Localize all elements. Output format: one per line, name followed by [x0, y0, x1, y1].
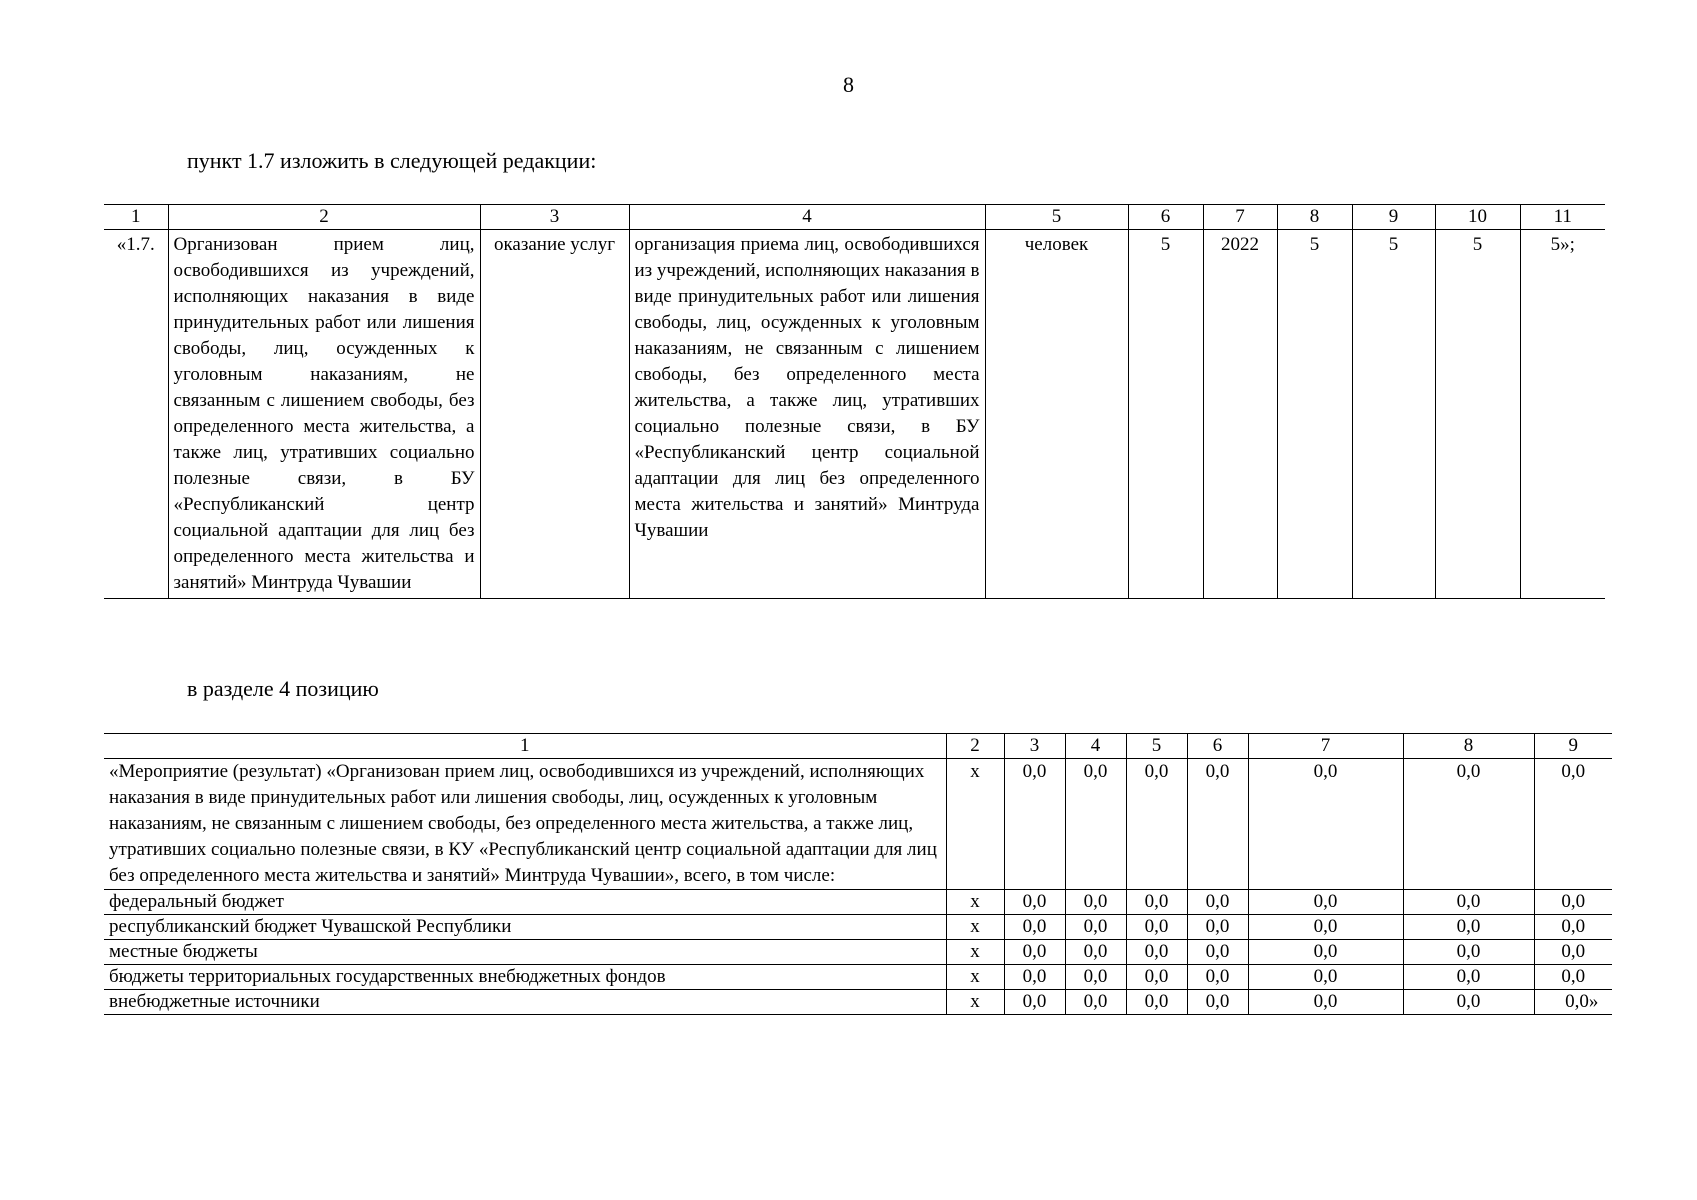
table-row [104, 915, 1612, 940]
cell-value: 0,0 [1187, 965, 1248, 990]
cell-value: 0,0 [1187, 759, 1248, 890]
column-header: 4 [1065, 734, 1126, 759]
cell-value: 0,0 [1004, 890, 1065, 915]
cell-value: 5 [1277, 230, 1352, 599]
cell-value: 0,0 [1004, 915, 1065, 940]
column-header: 7 [1248, 734, 1403, 759]
cell-value: 0,0 [1534, 940, 1612, 965]
column-header: 9 [1352, 205, 1435, 230]
column-header: 6 [1128, 205, 1203, 230]
row-label: местные бюджеты [104, 940, 946, 965]
table-row [104, 940, 1612, 965]
column-header: 6 [1187, 734, 1248, 759]
page-number: 8 [843, 72, 854, 97]
cell-value: 0,0 [1126, 915, 1187, 940]
column-header: 10 [1435, 205, 1520, 230]
column-header: 3 [1004, 734, 1065, 759]
cell-value: 0,0 [1403, 759, 1534, 890]
column-header: 1 [104, 205, 168, 230]
cell-value: 0,0 [1065, 915, 1126, 940]
result-type: оказание услуг [480, 230, 629, 599]
row-label: внебюджетные источники [104, 990, 946, 1015]
cell-value: 0,0 [1187, 990, 1248, 1015]
column-header: 9 [1534, 734, 1612, 759]
cell-value: 0,0 [1187, 890, 1248, 915]
column-header: 5 [1126, 734, 1187, 759]
cell-value: 0,0 [1065, 940, 1126, 965]
intro-text-2: в разделе 4 позицию [187, 676, 379, 701]
cell-value: 0,0 [1248, 890, 1403, 915]
financing-table [104, 733, 1612, 1015]
cell-value: 0,0 [1248, 915, 1403, 940]
cell-value: 0,0 [1126, 759, 1187, 890]
cell-value: 0,0 [1534, 759, 1612, 890]
cell-value: 0,0 [1004, 940, 1065, 965]
table-header-row [104, 205, 1605, 230]
cell-value: 0,0» [1534, 990, 1612, 1015]
row-label: республиканский бюджет Чувашской Республики [104, 915, 946, 940]
target-indicators-table [104, 204, 1605, 599]
table-row [104, 990, 1612, 1015]
cell-value: x [946, 890, 1004, 915]
column-header: 8 [1403, 734, 1534, 759]
cell-value: 0,0 [1534, 890, 1612, 915]
column-header: 2 [168, 205, 480, 230]
cell-value: 2022 [1203, 230, 1277, 599]
column-header: 7 [1203, 205, 1277, 230]
cell-value: 0,0 [1126, 965, 1187, 990]
table-header-row [104, 734, 1612, 759]
unit-of-measure: человек [985, 230, 1128, 599]
row-number: «1.7. [104, 230, 168, 599]
column-header: 11 [1520, 205, 1605, 230]
cell-value: 0,0 [1248, 759, 1403, 890]
cell-value: x [946, 759, 1004, 890]
cell-value: 5»; [1520, 230, 1605, 599]
row-label: «Мероприятие (результат) «Организован прием лиц, освободившихся из учреждений, исполняющих наказания в виде принудительных работ или лишения свободы, лиц, осужденных к уголовным наказаниям, не связанным с лишением свободы, без определенного места жительства, а также лиц, утративших социально полезные связи, в КУ «Республиканский центр социальной адаптации для лиц без определенного места жительства и занятий» Минтруда Чувашии», всего, в том числе: [104, 759, 946, 890]
cell-value: 0,0 [1403, 965, 1534, 990]
cell-value: 5 [1352, 230, 1435, 599]
cell-value: 0,0 [1248, 940, 1403, 965]
cell-value: 0,0 [1004, 990, 1065, 1015]
cell-value: 0,0 [1126, 990, 1187, 1015]
row-label: бюджеты территориальных государственных внебюджетных фондов [104, 965, 946, 990]
cell-value: 0,0 [1403, 990, 1534, 1015]
cell-value: 0,0 [1403, 915, 1534, 940]
cell-value: 0,0 [1187, 940, 1248, 965]
result-name: Организован прием лиц, освободившихся из учреждений, исполняющих наказания в виде принудительных работ или лишения свободы, лиц, осужденных к уголовным наказаниям, не связанным с лишением свободы, без определенного места жительства, а также лиц, утративших социально полезные связи, в БУ «Республиканский центр социальной адаптации для лиц без определенного места жительства и занятий» Минтруда Чувашии [168, 230, 480, 599]
cell-value: 0,0 [1126, 940, 1187, 965]
column-header: 3 [480, 205, 629, 230]
cell-value: 0,0 [1065, 890, 1126, 915]
cell-value: x [946, 915, 1004, 940]
cell-value: x [946, 940, 1004, 965]
cell-value: 0,0 [1534, 965, 1612, 990]
column-header: 1 [104, 734, 946, 759]
cell-value: 0,0 [1248, 965, 1403, 990]
table-row [104, 890, 1612, 915]
result-description: организация приема лиц, освободившихся из учреждений, исполняющих наказания в виде принудительных работ или лишения свободы, лиц, осужденных к уголовным наказаниям, не связанным с лишением свободы, без определенного места жительства, а также лиц, утративших социально полезные связи, в БУ «Республиканский центр социальной адаптации для лиц без определенного места жительства и занятий» Минтруда Чувашии [629, 230, 985, 599]
column-header: 5 [985, 205, 1128, 230]
cell-value: 0,0 [1065, 759, 1126, 890]
cell-value: 0,0 [1403, 940, 1534, 965]
cell-value: 0,0 [1004, 965, 1065, 990]
table-row [104, 230, 1605, 599]
cell-value: x [946, 965, 1004, 990]
cell-value: 5 [1128, 230, 1203, 599]
row-label: федеральный бюджет [104, 890, 946, 915]
cell-value: 0,0 [1534, 915, 1612, 940]
column-header: 8 [1277, 205, 1352, 230]
column-header: 4 [629, 205, 985, 230]
table-row [104, 965, 1612, 990]
cell-value: 0,0 [1403, 890, 1534, 915]
cell-value: 0,0 [1187, 915, 1248, 940]
cell-value: 5 [1435, 230, 1520, 599]
cell-value: 0,0 [1126, 890, 1187, 915]
cell-value: 0,0 [1065, 965, 1126, 990]
intro-text-1: пункт 1.7 изложить в следующей редакции: [187, 148, 597, 173]
cell-value: 0,0 [1004, 759, 1065, 890]
column-header: 2 [946, 734, 1004, 759]
table-row [104, 759, 1612, 890]
cell-value: 0,0 [1065, 990, 1126, 1015]
cell-value: x [946, 990, 1004, 1015]
cell-value: 0,0 [1248, 990, 1403, 1015]
